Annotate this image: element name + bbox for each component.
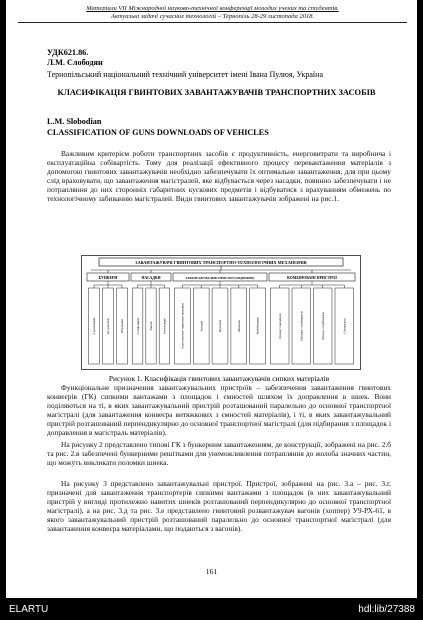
diagram-groups	[87, 270, 355, 364]
figure-caption: Рисунок 1. Класифікація гвинтових завантажувачів сипких матеріалів	[108, 374, 330, 383]
paragraph-intro: Важливим критерієм роботи транспортних засобів є продуктивність, енерговитрати та виробнича і експлуатаційна собівартість. Тому для реалізації ефективного процесу перевантаження матеріалів з допомогою гвинтових завантажувачів необхідно забезпечувати їх оптимальне завантаження, для при цьому слід враховувати, що завантаження магістралей, яке відбувається через насадки, повинно забезпечувати і не потрапляння до них сторонніх габаритних кускових предметів і відбуватися з врахуванням обмежень по технологічному забиванню магістралей. Види гвинтових завантажувачів зображені на рис.1.	[47, 149, 391, 204]
title-en: CLASSIFICATION OF GUNS DOWNLOADS OF VEHICLES	[47, 128, 269, 137]
paragraph-function: Функціональне призначення завантажувальних пристроїв – забезпечення завантаження гвинтових конвеєрів (ГК) сипкими вантажами з площадок і ємностей шляхом їх доправлення в шнек. Вони поділяються на ті, в яких завантажувальний пристрій розташований паралельно до основної транспортної магістралі (для завантаження конвеєра витяжкових з ємностей матеріалів), і ті, в яких завантажувальний пристрій розташований перпендикулярно до основної транспортної магістралі (для підбирання з площадок і доправлення в магістраль матеріалів).	[47, 383, 391, 438]
item-label-0-0: З решітками	[92, 317, 97, 335]
item-label-3-2: Бункер з підбирачем	[320, 312, 325, 340]
item-label-2-3: Шнекові	[236, 320, 241, 332]
group-label-1: НАСАДКИ	[141, 275, 161, 280]
item-label-2-1: Роторні	[199, 320, 204, 332]
item-label-3-3: Спеціальні	[342, 318, 347, 334]
header-rule	[18, 22, 407, 23]
item-label-3-1: Насадка з підбирачем	[299, 311, 304, 341]
document-page	[6, 0, 417, 598]
item-label-0-2: Вбудовані	[120, 319, 125, 333]
group-label-0: БУНКЕРИ	[98, 275, 118, 280]
diagram-title: ЗАВАНТАЖУВАЧІ ГВИНТОВИХ ТРАНСПОРТНО-ТЕХНОЛОГІЧНИХ МЕХАНІЗМІВ	[135, 260, 307, 265]
author-ua: Л.М. Слободян	[47, 58, 103, 67]
item-label-1-1: Змінні	[149, 321, 154, 331]
page-number: 161	[205, 567, 218, 576]
item-label-0-1: Без решіток	[106, 317, 111, 335]
paragraph-figure3: На рисунку 3 представлено завантажувальні пристрої. Пристрої, зображені на рис. 3.а – рис. 3.г, призначені для завантаження транспортерів сипкими вантажами з площадок (в них завантажувальний пристрій у вигляді протилежно навитих шнеків розташований перпендикулярно до основної транспортної магістралі), а на рис. 3.д та рис. 3.е представлено гвинтовий розвантажувач вагонів (хоппер) У9-РХ-61, в якого завантажувальний пристрій розташований паралельно до основної транспортної магістралі (для завантаження конвеєра матеріалами, що подаються з вагонів).	[47, 479, 391, 534]
author-en: L.M. Slobodian	[47, 117, 102, 126]
footer-source: ELARTU	[9, 604, 49, 615]
title-ua: КЛАСИФІКАЦІЯ ГВИНТОВИХ ЗАВАНТАЖУВАЧІВ ТРАНСПОРТНИХ ЗАСОБІВ	[57, 88, 376, 97]
footer-handle: hdl:lib/27388	[358, 604, 415, 615]
item-label-2-0: З протилежно навитими шнеками	[180, 303, 185, 349]
item-label-3-0: Бункер з насадкою	[277, 313, 282, 339]
group-label-3: КОМБІНОВАНІ ПРИСТРОЇ	[287, 275, 337, 280]
udk-code: УДК621.86.	[47, 48, 89, 57]
conference-header-line2: Актуальні задачі сучасних технологій – Тернопіль 28-29 листопада 2018.	[110, 13, 315, 20]
item-label-1-0: Стаціонарні	[135, 317, 140, 335]
affiliation: Тернопільський національний технічний університет імені Івана Пулюя, Україна	[47, 70, 323, 79]
conference-header-line1: Матеріали VІІ Міжнародної науково-технічної конференції молодих учених та студентів.	[86, 5, 339, 12]
group-label-2: ЗАВАНТАЖУВАЛЬНІ ПРИСТРОЇ (ПІДБИРАЧІ)	[185, 275, 255, 280]
item-label-2-4: Комбіновані	[255, 317, 260, 335]
item-label-2-2: Фрезерні	[218, 319, 223, 333]
classification-diagram	[81, 255, 361, 370]
paragraph-figure2: На рисунку 2 представлено типові ГК з бункерним завантаженням, де конструкції, зображені на рис. 2.б та рис. 2.в забезпечені бункерними решітками для унеможливлення потрапляння до жолоба значних частин, що можуть викликати поломки шнека.	[47, 440, 391, 468]
item-label-1-2: Регульовані	[162, 317, 167, 335]
